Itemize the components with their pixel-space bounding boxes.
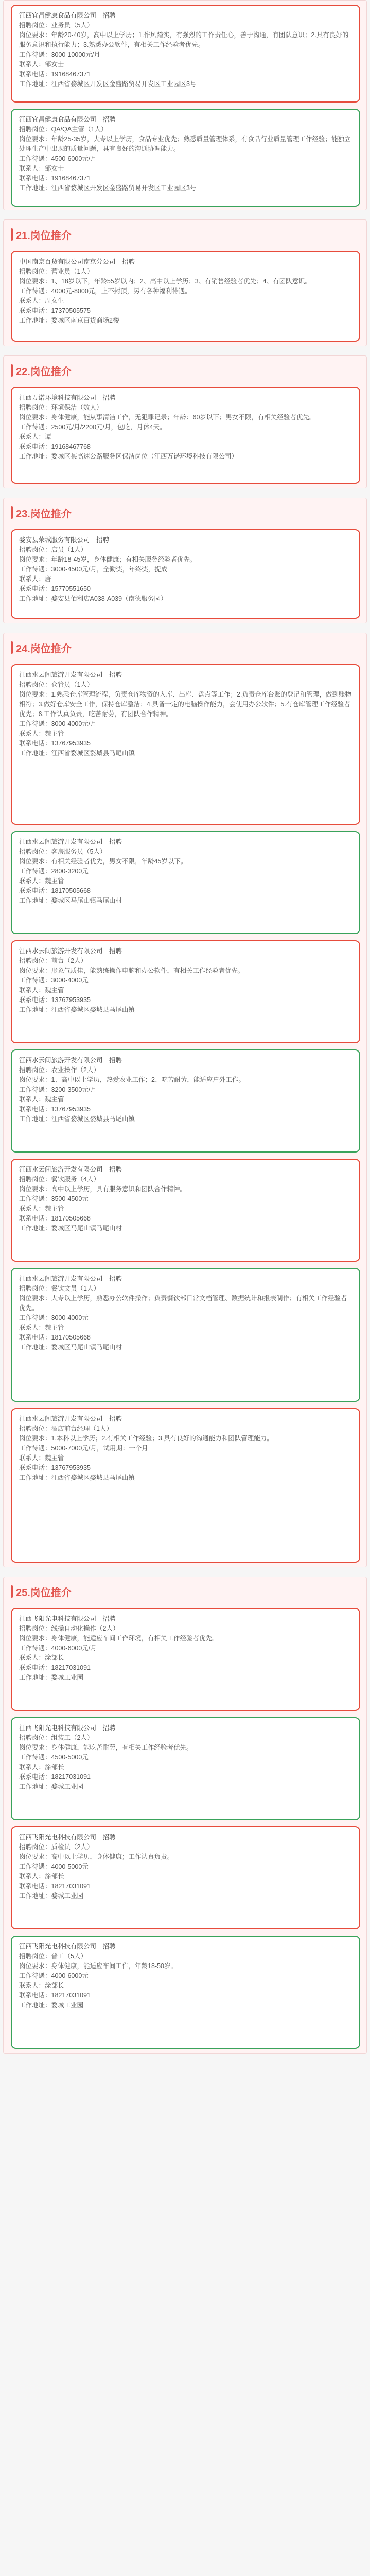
phone-line: 联系电话：18217031091 bbox=[19, 1664, 91, 1671]
company-line: 江西飞阳光电科技有限公司 招聘 bbox=[19, 1943, 116, 1950]
salary-line: 工作待遇：3000-10000元/月 bbox=[19, 51, 100, 58]
job-card bbox=[11, 831, 360, 934]
job-card bbox=[11, 1159, 360, 1262]
position-line: 招聘岗位：前台（2人） bbox=[19, 957, 87, 964]
job-card bbox=[11, 1408, 360, 1563]
section-22 bbox=[3, 355, 367, 488]
address-line: 工作地址：江西省婺城区婺城县马尾山镇 bbox=[19, 1474, 135, 1481]
position-line: 招聘岗位：餐饮文员（1人） bbox=[19, 1285, 100, 1292]
requirement-line: 岗位要求：1.本科以上学历；2.有相关工作经验；3.具有良好的沟通能力和团队管理能力。 bbox=[19, 1435, 273, 1442]
job-card bbox=[11, 5, 360, 103]
position-line: 招聘岗位：农业操作（2人） bbox=[19, 1066, 100, 1074]
salary-line: 工作待遇：4000-5000元 bbox=[19, 1863, 89, 1870]
requirement-line: 岗位要求：身体健康，能从事清洁工作，无犯罪记录；年龄：60岁以下；男女不限，有相关经验者优先。 bbox=[19, 414, 316, 421]
requirement-line: 岗位要求：年龄25-35岁，大专以上学历，食品专业优先；熟悉质量管理体系，有食品行业质量管理工作经验；能独立处理生产中出现的质量问题，具有良好的沟通协调能力。 bbox=[19, 135, 351, 152]
requirement-line: 岗位要求：有相关经验者优先，男女不限，年龄45岁以下。 bbox=[19, 858, 187, 865]
job-card bbox=[11, 1268, 360, 1402]
contact-line: 联系人：魏主管 bbox=[19, 877, 64, 885]
salary-line: 工作待遇：3000-4000元 bbox=[19, 977, 89, 984]
position-line: 招聘岗位：质检员（2人） bbox=[19, 1843, 94, 1851]
salary-line: 工作待遇：4000元-8000元，上不封顶，另有各种福利待遇。 bbox=[19, 287, 191, 295]
address-line: 工作地址：婺城区某高速公路服务区保洁岗位（江西万诺环境科技有限公司） bbox=[19, 453, 238, 460]
address-line: 工作地址：婺城区南京百货商场2楼 bbox=[19, 317, 119, 324]
phone-line: 联系电话：15770551650 bbox=[19, 585, 91, 592]
phone-line: 联系电话：13767953935 bbox=[19, 996, 91, 1004]
section-heading: 23.岗位推介 bbox=[11, 498, 72, 527]
salary-line: 工作待遇：3000-4000元/月 bbox=[19, 720, 97, 727]
contact-line: 联系人：魏主管 bbox=[19, 730, 64, 737]
contact-line: 联系人：涂部长 bbox=[19, 1982, 64, 1989]
contact-line: 联系人：魏主管 bbox=[19, 1324, 64, 1331]
company-line: 江西飞阳光电科技有限公司 招聘 bbox=[19, 1724, 116, 1732]
job-card bbox=[11, 940, 360, 1043]
address-line: 工作地址：婺城工业园 bbox=[19, 1892, 84, 1900]
salary-line: 工作待遇：3000-4500元/月，全勤奖，年终奖，提成 bbox=[19, 566, 168, 573]
address-line: 工作地址：江西省婺城区婺城县马尾山镇 bbox=[19, 1115, 135, 1123]
requirement-line: 岗位要求：大专以上学历，熟悉办公软件操作；负责餐饮部日常文档管理、数据统计和报表制作；有相关工作经验者优先。 bbox=[19, 1295, 347, 1312]
requirement-line: 岗位要求：高中以上学历，具有服务意识和团队合作精神。 bbox=[19, 1185, 187, 1193]
position-line: 招聘岗位：营业员（1人） bbox=[19, 268, 94, 275]
section-21 bbox=[3, 219, 367, 346]
phone-line: 联系电话：17370505575 bbox=[19, 307, 91, 314]
company-line: 江西宜昌健康食品有限公司 招聘 bbox=[19, 12, 116, 19]
company-line: 中国南京百货有限公司南京分公司 招聘 bbox=[19, 258, 135, 265]
phone-line: 联系电话：19168467371 bbox=[19, 175, 91, 182]
requirement-line: 岗位要求：高中以上学历，身体健康；工作认真负责。 bbox=[19, 1853, 174, 1860]
phone-line: 联系电话：13767953935 bbox=[19, 1464, 91, 1471]
position-line: 招聘岗位：组装工（2人） bbox=[19, 1734, 94, 1741]
phone-line: 联系电话：18170505668 bbox=[19, 1215, 91, 1222]
salary-line: 工作待遇：3000-4000元 bbox=[19, 1314, 89, 1321]
salary-line: 工作待遇：4500-5000元 bbox=[19, 1754, 89, 1761]
position-line: 招聘岗位：普工（5人） bbox=[19, 1953, 87, 1960]
company-line: 江西水云间旅游开发有限公司 招聘 bbox=[19, 947, 122, 955]
position-line: 招聘岗位：餐饮服务（4人） bbox=[19, 1176, 100, 1183]
salary-line: 工作待遇：4000-6000元 bbox=[19, 1972, 89, 1979]
contact-line: 联系人：邹女士 bbox=[19, 61, 64, 68]
address-line: 工作地址：婺城工业园 bbox=[19, 1674, 84, 1681]
contact-line: 联系人：周女生 bbox=[19, 297, 64, 304]
requirement-line: 岗位要求：身体健康，能适应车间工作环境，有相关工作经验者优先。 bbox=[19, 1635, 219, 1642]
salary-line: 工作待遇：5000-7000元/月，试用期：一个月 bbox=[19, 1445, 148, 1452]
address-line: 工作地址：江西省婺城区婺城县马尾山镇 bbox=[19, 750, 135, 757]
address-line: 工作地址：婺城区马尾山镇马尾山村 bbox=[19, 897, 122, 904]
contact-line: 联系人：魏主管 bbox=[19, 1454, 64, 1462]
salary-line: 工作待遇：2500元/月/2200元/月，包吃，月休4天。 bbox=[19, 423, 166, 431]
company-line: 江西飞阳光电科技有限公司 招聘 bbox=[19, 1834, 116, 1841]
salary-line: 工作待遇：3200-3500元/月 bbox=[19, 1086, 97, 1093]
phone-line: 联系电话：13767953935 bbox=[19, 740, 91, 747]
company-line: 江西水云间旅游开发有限公司 招聘 bbox=[19, 1415, 122, 1422]
company-line: 江西宜昌健康食品有限公司 招聘 bbox=[19, 116, 116, 123]
position-line: 招聘岗位：QA/QA主管（1人） bbox=[19, 126, 108, 133]
job-card bbox=[11, 529, 360, 619]
job-card bbox=[11, 387, 360, 484]
address-line: 工作地址：婺城区马尾山镇马尾山村 bbox=[19, 1344, 122, 1351]
company-line: 婺安县荣城服务有限公司 招聘 bbox=[19, 536, 110, 544]
section-heading: 25.岗位推介 bbox=[11, 1577, 72, 1606]
salary-line: 工作待遇：3500-4500元 bbox=[19, 1195, 89, 1202]
job-card bbox=[11, 1826, 360, 1929]
job-card bbox=[11, 664, 360, 825]
section-heading: 22.岗位推介 bbox=[11, 356, 72, 385]
company-line: 江西水云间旅游开发有限公司 招聘 bbox=[19, 1166, 122, 1173]
section-heading: 24.岗位推介 bbox=[11, 633, 72, 662]
position-line: 招聘岗位：业务员（5人） bbox=[19, 22, 94, 29]
contact-line: 联系人：涂部长 bbox=[19, 1654, 64, 1662]
contact-line: 联系人：唐 bbox=[19, 575, 51, 583]
company-line: 江西水云间旅游开发有限公司 招聘 bbox=[19, 1057, 122, 1064]
job-card bbox=[11, 1049, 360, 1153]
contact-line: 联系人：谭 bbox=[19, 433, 51, 440]
phone-line: 联系电话：18217031091 bbox=[19, 1773, 91, 1781]
contact-line: 联系人：邹女士 bbox=[19, 165, 64, 172]
job-card bbox=[11, 251, 360, 342]
job-card bbox=[11, 1936, 360, 2049]
phone-line: 联系电话：18217031091 bbox=[19, 1883, 91, 1890]
section-24 bbox=[3, 633, 367, 1567]
contact-line: 联系人：魏主管 bbox=[19, 987, 64, 994]
requirement-line: 岗位要求：身体健康，能适应车间工作，年龄18-50岁。 bbox=[19, 1962, 177, 1970]
position-line: 招聘岗位：环境保洁（数人） bbox=[19, 404, 103, 411]
position-line: 招聘岗位：酒店前台经理（1人） bbox=[19, 1425, 113, 1432]
requirement-line: 岗位要求：身体健康，能吃苦耐劳，有相关工作经验者优先。 bbox=[19, 1744, 193, 1751]
contact-line: 联系人：涂部长 bbox=[19, 1873, 64, 1880]
contact-line: 联系人：魏主管 bbox=[19, 1205, 64, 1212]
company-line: 江西水云间旅游开发有限公司 招聘 bbox=[19, 838, 122, 845]
job-card bbox=[11, 1608, 360, 1711]
company-line: 江西万诺环境科技有限公司 招聘 bbox=[19, 394, 116, 401]
phone-line: 联系电话：18170505668 bbox=[19, 1334, 91, 1341]
company-line: 江西水云间旅游开发有限公司 招聘 bbox=[19, 671, 122, 679]
company-line: 江西水云间旅游开发有限公司 招聘 bbox=[19, 1275, 122, 1282]
address-line: 工作地址：江西省婺城区开发区金盛路贸易开发区工业园区3号 bbox=[19, 80, 197, 88]
job-card bbox=[11, 1717, 360, 1820]
section-heading: 21.岗位推介 bbox=[11, 220, 72, 249]
address-line: 工作地址：婺城工业园 bbox=[19, 2002, 84, 2009]
requirement-line: 岗位要求：1、高中以上学历，热爱农业工作；2、吃苦耐劳，能适应户外工作。 bbox=[19, 1076, 245, 1083]
requirement-line: 岗位要求：年龄20-40岁，高中以上学历；1.作风踏实，有强烈的工作责任心，善于沟通，有团队意识；2.具有良好的服务意识和执行能力；3.熟悉办公软件，有相关工作经验者优先。 bbox=[19, 31, 349, 48]
position-line: 招聘岗位：仓管员（1人） bbox=[19, 681, 94, 688]
salary-line: 工作待遇：2800-3200元 bbox=[19, 868, 89, 875]
phone-line: 联系电话：19168467371 bbox=[19, 71, 91, 78]
position-line: 招聘岗位：店员（1人） bbox=[19, 546, 87, 553]
section-top bbox=[3, 0, 367, 210]
salary-line: 工作待遇：4000-6000元/月 bbox=[19, 1645, 97, 1652]
section-25 bbox=[3, 1577, 367, 2054]
contact-line: 联系人：魏主管 bbox=[19, 1096, 64, 1103]
position-line: 招聘岗位：线操自动化操作（2人） bbox=[19, 1625, 119, 1632]
salary-line: 工作待遇：4500-6000元/月 bbox=[19, 155, 97, 162]
requirement-line: 岗位要求：1、18岁以下，年龄55岁以内；2、高中以上学历；3、有销售经验者优先；4、有团队意识。 bbox=[19, 278, 312, 285]
phone-line: 联系电话：13767953935 bbox=[19, 1106, 91, 1113]
position-line: 招聘岗位：客房服务员（5人） bbox=[19, 848, 107, 855]
address-line: 工作地址：婺城工业园 bbox=[19, 1783, 84, 1790]
phone-line: 联系电话：19168467768 bbox=[19, 443, 91, 450]
address-line: 工作地址：婺城区马尾山镇马尾山村 bbox=[19, 1225, 122, 1232]
address-line: 工作地址：江西省婺城区开发区金盛路贸易开发区工业园区3号 bbox=[19, 184, 197, 192]
job-card bbox=[11, 109, 360, 207]
requirement-line: 岗位要求：形象气质佳，能熟练操作电脑和办公软件，有相关工作经验者优先。 bbox=[19, 967, 244, 974]
requirement-line: 岗位要求：1.熟悉仓库管理流程，负责仓库物资的入库、出库、盘点等工作；2.负责仓库台账的登记和管理，做到账物相符；3.做好仓库安全工作，保持仓库整洁；4.具备一定的电脑操作能力，会使用办公软件；5.有仓库管理工作经验者优先；6.工作认真负责，吃苦耐劳，有团队合作精神。 bbox=[19, 691, 351, 718]
contact-line: 联系人：涂部长 bbox=[19, 1764, 64, 1771]
phone-line: 联系电话：18217031091 bbox=[19, 1992, 91, 1999]
phone-line: 联系电话：18170505668 bbox=[19, 887, 91, 894]
requirement-line: 岗位要求：年龄18-45岁，身体健康；有相关服务经验者优先。 bbox=[19, 556, 197, 563]
company-line: 江西飞阳光电科技有限公司 招聘 bbox=[19, 1615, 116, 1622]
address-line: 工作地址：婺安县佰利店A038-A039（南德服务园） bbox=[19, 595, 167, 602]
address-line: 工作地址：江西省婺城区婺城县马尾山镇 bbox=[19, 1006, 135, 1013]
section-23 bbox=[3, 498, 367, 623]
